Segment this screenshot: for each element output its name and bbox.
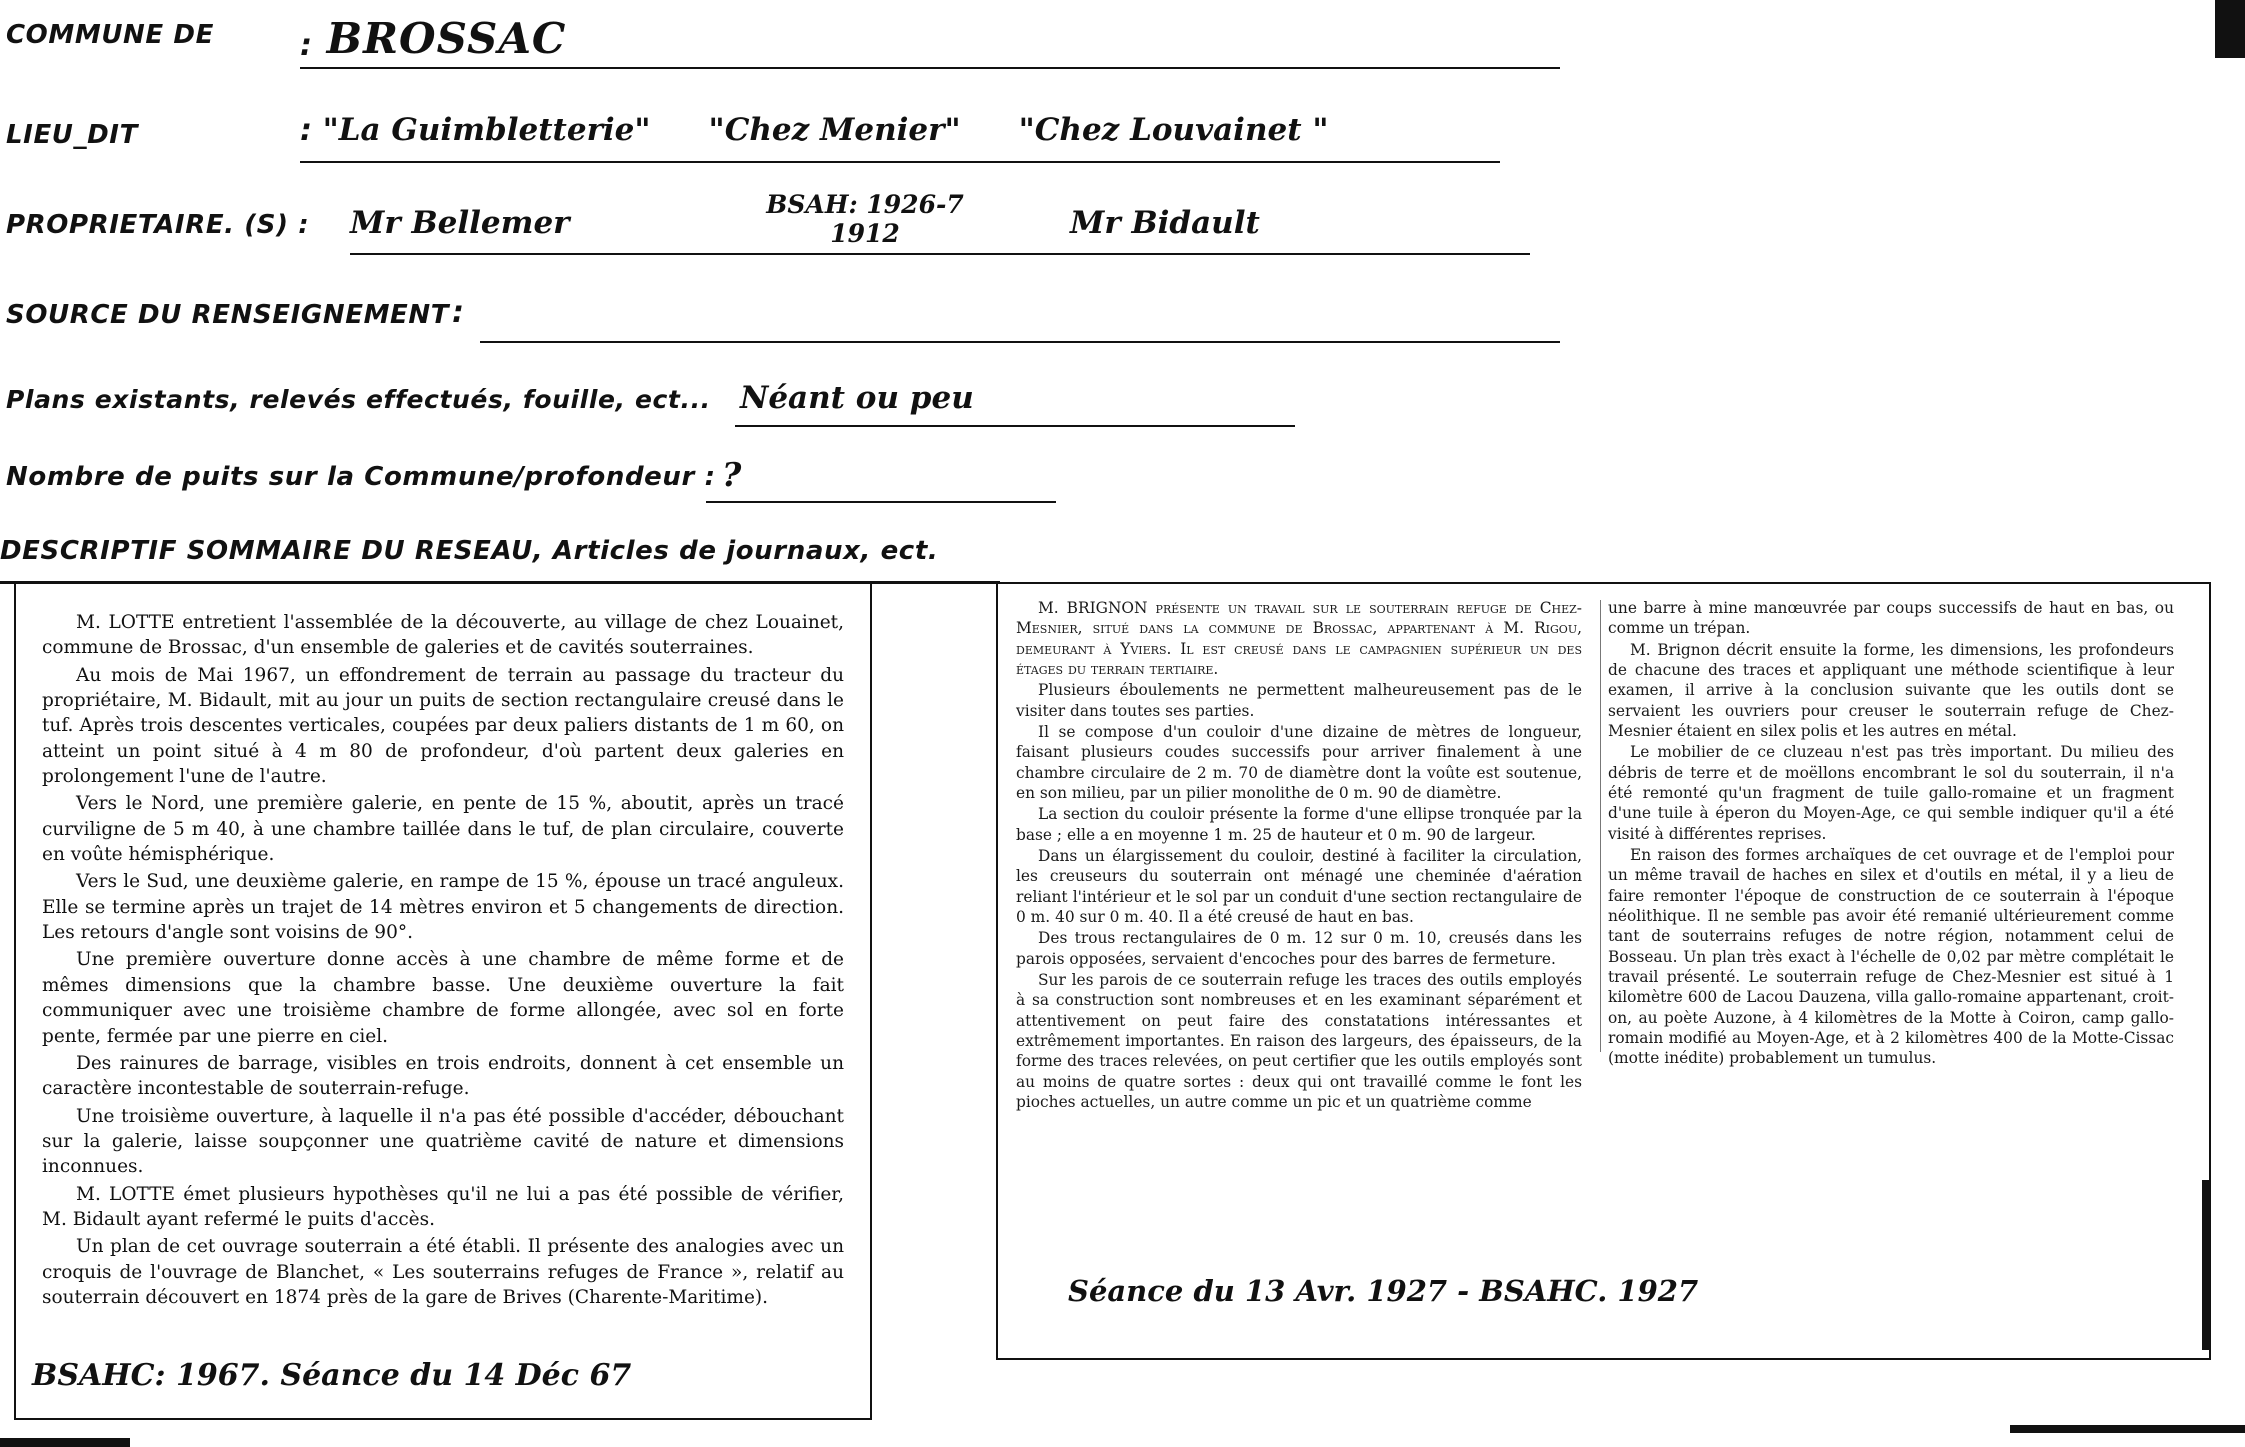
proprietaire-value-2: Mr Bidault <box>1070 205 1260 241</box>
article-left-paragraph: Vers le Nord, une première galerie, en pente de 15 %, aboutit, après un tracé curviligne de 5 m 40, à une chambre taillée dans le tuf, de plan circulaire, couverte en voûte hémisphérique. <box>42 793 844 866</box>
article-right-paragraph <box>1016 598 1582 679</box>
source-separator-row <box>452 295 465 330</box>
article-left-paragraph: Vers le Sud, une deuxième galerie, en rampe de 15 %, épouse un tracé anguleux. Elle se termine après un trajet de 14 mètres environ et 5 changements de direction. Les retours d'angle sont voisins de 90°. <box>42 871 844 944</box>
article-left-clipping <box>14 582 872 1420</box>
article-left-paragraph: Une troisième ouverture, à laquelle il n'a pas été possible d'accéder, débouchant sur la galerie, laisse soupçonner une quatrième cavité de nature et dimensions inconnues. <box>42 1105 844 1178</box>
proprietaire-value-1: Mr Bellemer <box>350 205 570 241</box>
lieudit-value-2: "Chez Menier" <box>708 112 961 148</box>
plans-value-row <box>740 380 974 416</box>
scan-edge-mark-bottom-right <box>2010 1425 2245 1433</box>
scan-edge-mark-top-right <box>2215 0 2245 58</box>
article-right-paragraph: Sur les parois de ce souterrain refuge les traces des outils employés à sa construction sont nombreuses et en les examinant séparément et attentivement on peut faire des constatations intéressantes et extrêmement importantes. En raison des largeurs, des épaisseurs, de la forme des traces relevées, on peut certifier que les outils employés sont au moins de quatre sortes : deux qui ont travaillé comme le font les pioches actuelles, un autre comme un pic et un quatrième comme <box>1016 970 1582 1111</box>
lieudit-label: LIEU_DIT <box>6 120 138 150</box>
article-left-paragraph: M. LOTTE entretient l'assemblée de la découverte, au village de chez Louainet, commune de Brossac, d'un ensemble de galeries et de cavités souterraines. <box>42 612 844 659</box>
commune-label: COMMUNE DE <box>6 20 214 50</box>
field-puits <box>6 462 716 492</box>
article-right-paragraph: Des trous rectangulaires de 0 m. 12 sur 0 m. 10, creusés dans les parois opposées, servaient d'encoches pour des barres de fermeture. <box>1016 929 1582 968</box>
descriptif-label: DESCRIPTIF SOMMAIRE DU RESEAU, Articles de journaux, ect. <box>0 536 939 566</box>
source-rule <box>480 340 1560 343</box>
puits-label: Nombre de puits sur la Commune/profondeur : <box>6 462 716 492</box>
field-source <box>6 300 449 330</box>
article-right-paragraph: une barre à mine manœuvrée par coups successifs de haut en bas, ou comme un trépan. <box>1608 599 2174 638</box>
field-proprietaire <box>6 210 309 240</box>
proprietaire-ref-1: BSAH: 1926-7 <box>766 190 964 219</box>
article-left-paragraph: Des rainures de barrage, visibles en trois endroits, donnent à cet ensemble un caractère incontestable de souterrain-refuge. <box>42 1052 844 1100</box>
article-left-signature: BSAHC: 1967. Séance du 14 Déc 67 <box>32 1358 632 1393</box>
article-right-column-divider <box>1600 600 1601 1052</box>
commune-rule <box>300 66 1560 69</box>
article-right-clipping <box>996 582 2211 1360</box>
plans-value: Néant ou peu <box>740 380 974 416</box>
article-right-paragraph: Dans un élargissement du couloir, destiné à faciliter la circulation, les creuseurs du souterrain ont ménagé une cheminée d'aération reliant l'intérieur et le sol par un conduit d'une section rectangulaire de 0 m. 40 sur 0 m. 40. Il a été creusé de haut en bas. <box>1016 846 1582 926</box>
lieudit-value-1: "La Guimbletterie" <box>322 112 651 148</box>
article-right-column-2 <box>1608 598 2174 1076</box>
article-right-paragraph: Le mobilier de ce cluzeau n'est pas très important. Du milieu des débris de terre et de moëllons encombrant le sol du souterrain, il n'a été remonté qu'un fragment de tuile gallo-romaine et un fragment d'une tuile à éperon du Moyen-Age, ce qui semble indiquer qu'il a été visité à différentes reprises. <box>1608 743 2174 843</box>
commune-value-row <box>300 14 566 63</box>
plans-label: Plans existants, relevés effectués, fouille, ect... <box>6 385 711 414</box>
field-descriptif <box>0 536 938 566</box>
puits-value-row <box>722 455 741 494</box>
lieudit-rule <box>300 160 1500 163</box>
proprietaire-label: PROPRIETAIRE. (S) : <box>6 210 310 240</box>
proprietaire-rule <box>350 252 1530 255</box>
field-commune <box>6 20 214 50</box>
lieudit-value-3: "Chez Louvainet " <box>1018 112 1329 148</box>
commune-value: BROSSAC <box>326 14 567 63</box>
article-right-paragraph-text: M. BRIGNON présente un travail sur le souterrain refuge de Chez-Mesnier, situé dans la commune de Brossac, appartenant à M. Rigou, demeurant à Yviers. Il est creusé dans le campagnien supérieur un des étages du terrain tertiaire. <box>1016 599 1582 678</box>
field-plans <box>6 385 711 414</box>
article-right-paragraph: Il se compose d'un couloir d'une dizaine de mètres de longueur, faisant plusieurs coudes successifs pour arriver finalement à une chambre circulaire de 2 m. 70 de diamètre dont la voûte est soutenue, en son milieu, par un pilier monolithe de 0 m. 90 de diamètre. <box>1016 722 1582 802</box>
lieudit-separator: : <box>300 113 313 148</box>
plans-rule <box>735 424 1295 427</box>
field-lieudit <box>6 120 138 150</box>
scan-edge-mark-bottom-left <box>0 1438 130 1447</box>
article-left-paragraph: Une première ouverture donne accès à une chambre de même forme et de mêmes dimensions que la chambre basse. Une deuxième ouverture la fait communiquer avec une troisième chambre de forme allongée, avec sol en forte pente, fermée par une pierre en ciel. <box>42 949 844 1047</box>
proprietaire-value-1-row <box>350 205 570 241</box>
proprietaire-value-2-row <box>1070 205 1260 241</box>
article-left-paragraph: Au mois de Mai 1967, un effondrement de terrain au passage du tracteur du propriétaire, M. Bidault, mit au jour un puits de section rectangulaire creusé dans le tuf. Après trois descentes verticales, coupées par deux paliers distants de 1 m 60, on atteint un point situé à 4 m 80 de profondeur, d'où partent deux galeries en prolongement l'une de l'autre. <box>42 664 844 788</box>
article-right-column-1 <box>1016 598 1582 1111</box>
source-separator: : <box>452 295 465 330</box>
scan-edge-mark-right <box>2202 1180 2210 1350</box>
article-left-paragraph: Un plan de cet ouvrage souterrain a été établi. Il présente des analogies avec un croquis de l'ouvrage de Blanchet, « Les souterrains refuges de France », relatif au souterrain découvert en 1874 près de la gare de Brives (Charente-Maritime). <box>42 1236 844 1308</box>
article-left-body <box>42 610 844 1310</box>
proprietaire-ref-block <box>750 190 980 248</box>
proprietaire-ref-2: 1912 <box>830 219 900 248</box>
article-right-signature: Séance du 13 Avr. 1927 - BSAHC. 1927 <box>1068 1274 1699 1308</box>
source-label: SOURCE DU RENSEIGNEMENT <box>6 300 450 330</box>
commune-separator: : <box>300 28 313 63</box>
article-right-paragraph: Plusieurs éboulements ne permettent malheureusement pas de le visiter dans toutes ses parties. <box>1016 681 1582 720</box>
lieudit-value-row <box>300 112 1329 148</box>
puits-rule <box>706 500 1056 503</box>
article-right-paragraph: La section du couloir présente la forme d'une ellipse tronquée par la base ; elle a en moyenne 1 m. 25 de hauteur et 0 m. 90 de largeur. <box>1016 805 1582 844</box>
article-right-paragraph: M. Brignon décrit ensuite la forme, les dimensions, les profondeurs de chacune des traces et appliquant une méthode scientifique à leur examen, il arrive à la conclusion suivante que les outils dont se servaient les ouvriers pour creuser le souterrain refuge de Chez-Mesnier étaient en silex polis et les autres en métal. <box>1608 640 2174 740</box>
article-right-paragraph: En raison des formes archaïques de cet ouvrage et de l'emploi pour un même travail de haches en silex et d'outils en métal, il y a lieu de faire remonter l'époque de construction de ce souterrain à l'époque néolithique. Il ne semble pas avoir été remanié ultérieurement comme tant de souterrains refuges de notre région, notamment celui de Bosseau. Un plan très exact à l'échelle de 0,02 par mètre complétait le travail présenté. Le souterrain refuge de Chez-Mesnier est situé à 1 kilomètre 600 de Lacou Dauzena, villa gallo-romaine appartenant, croit-on, au poète Auzone, à 4 kilomètres de la Motte à Coiron, camp gallo-romain modifié au Moyen-Age, et à 2 kilomètres 400 de la Motte-Cissac (motte inédite) probablement un tumulus. <box>1608 845 2174 1068</box>
puits-value: ? <box>722 455 742 494</box>
article-left-paragraph: M. LOTTE émet plusieurs hypothèses qu'il ne lui a pas été possible de vérifier, M. Bidault ayant refermé le puits d'accès. <box>42 1183 844 1230</box>
